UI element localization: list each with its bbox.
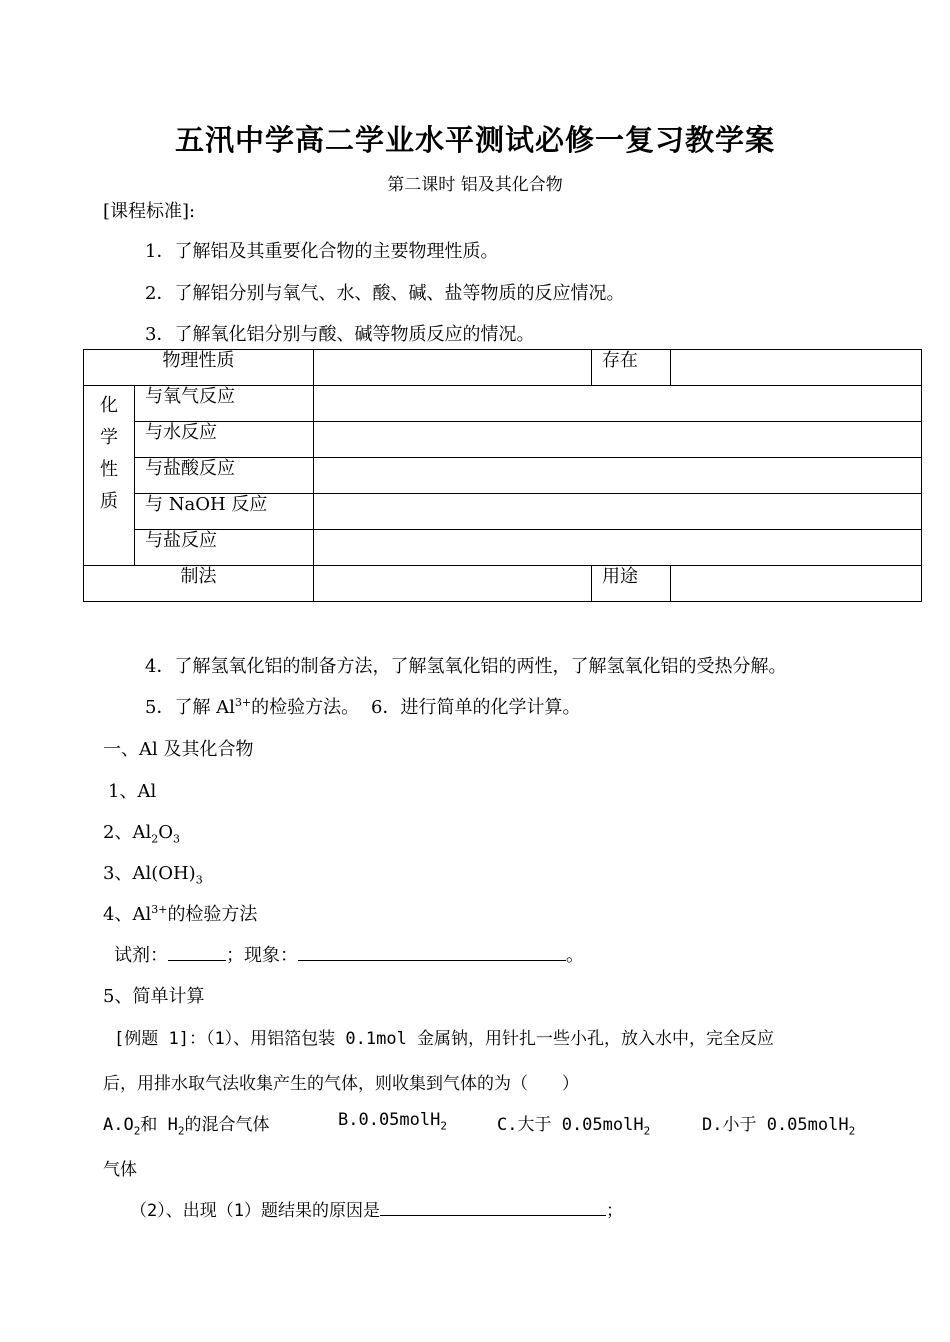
subsection-al: 1、Al	[108, 781, 157, 802]
reason-blank[interactable]	[380, 1199, 606, 1216]
standard-item-1: 1．了解铝及其重要化合物的主要物理性质。	[145, 241, 499, 262]
table-row	[84, 386, 922, 422]
page-subtitle: 第二课时 铝及其化合物	[387, 175, 563, 195]
properties-table	[83, 349, 922, 602]
option-d-continuation: 气体	[103, 1160, 137, 1180]
question-2-line: （2）、出现（1）题结果的原因是 ；	[130, 1201, 623, 1221]
reaction-oxygen-cell[interactable]	[314, 386, 922, 422]
standards-label: [课程标准]:	[103, 201, 196, 222]
standard-item-4: 4．了解氢氧化铝的制备方法，了解氢氧化铝的两性，了解氢氧化铝的受热分解。	[145, 656, 787, 677]
subsection-calculation: 5、简单计算	[103, 986, 205, 1007]
example-line-2: 后，用排水取气法收集产生的气体，则收集到气体的为（ ）	[103, 1074, 579, 1094]
option-b[interactable]: B.0.05molH$_2$	[338, 1110, 447, 1133]
standard-item-3: 3．了解氧化铝分别与酸、碱等物质反应的情况。	[145, 324, 535, 345]
preparation-label: 制法	[84, 566, 314, 602]
table-row	[84, 530, 922, 566]
reaction-salt-label: 与盐反应	[135, 530, 314, 566]
table-row	[84, 422, 922, 458]
subsection-aloh3: 3、$Al(OH)_3$	[103, 863, 203, 887]
usage-cell[interactable]	[671, 566, 922, 602]
physical-properties-cell[interactable]	[314, 350, 592, 386]
reaction-hcl-label: 与盐酸反应	[135, 458, 314, 494]
standard-item-2: 2．了解铝分别与氧气、水、酸、碱、盐等物质的反应情况。	[145, 283, 625, 304]
usage-label: 用途	[592, 566, 671, 602]
section-heading: 一、Al 及其化合物	[103, 739, 254, 760]
reaction-water-cell[interactable]	[314, 422, 922, 458]
existence-cell[interactable]	[671, 350, 922, 386]
page-title: 五汛中学高二学业水平测试必修一复习教学案	[174, 123, 775, 157]
physical-properties-label: 物理性质	[84, 350, 314, 386]
option-c[interactable]: C.大于 0.05molH$_2$	[497, 1115, 651, 1138]
standard-item-5: 5．了解 $Al^{3+}$的检验方法。	[145, 696, 360, 718]
reaction-water-label: 与水反应	[135, 422, 314, 458]
reaction-naoh-label: 与 NaOH 反应	[135, 494, 314, 530]
option-d[interactable]: D.小于 0.05molH$_2$	[702, 1115, 856, 1138]
reaction-salt-cell[interactable]	[314, 530, 922, 566]
reagent-phenomenon-line: 试剂： ；现象： 。	[114, 945, 584, 966]
reagent-blank[interactable]	[168, 944, 226, 961]
table-row	[84, 494, 922, 530]
example-line-1: [例题 1]：（1）、用铝箔包装 0.1mol 金属钠，用针扎一些小孔，放入水中，完全反应	[114, 1029, 775, 1049]
table-row	[84, 350, 922, 386]
table-row	[84, 566, 922, 602]
standard-item-6: 6．进行简单的化学计算。	[371, 697, 581, 718]
table-row	[84, 458, 922, 494]
reaction-hcl-cell[interactable]	[314, 458, 922, 494]
existence-label: 存在	[592, 350, 671, 386]
chemical-properties-label: 化 学 性 质	[84, 386, 135, 566]
option-a[interactable]: $A.O_2$和 $H_2$的混合气体	[103, 1115, 270, 1138]
subsection-al3-test: 4、$Al^{3+}$的检验方法	[103, 903, 258, 925]
preparation-cell[interactable]	[314, 566, 592, 602]
reaction-naoh-cell[interactable]	[314, 494, 922, 530]
reaction-oxygen-label: 与氧气反应	[135, 386, 314, 422]
subsection-al2o3: 2、$Al_2O_3$	[103, 822, 180, 846]
phenomenon-blank[interactable]	[298, 944, 566, 961]
